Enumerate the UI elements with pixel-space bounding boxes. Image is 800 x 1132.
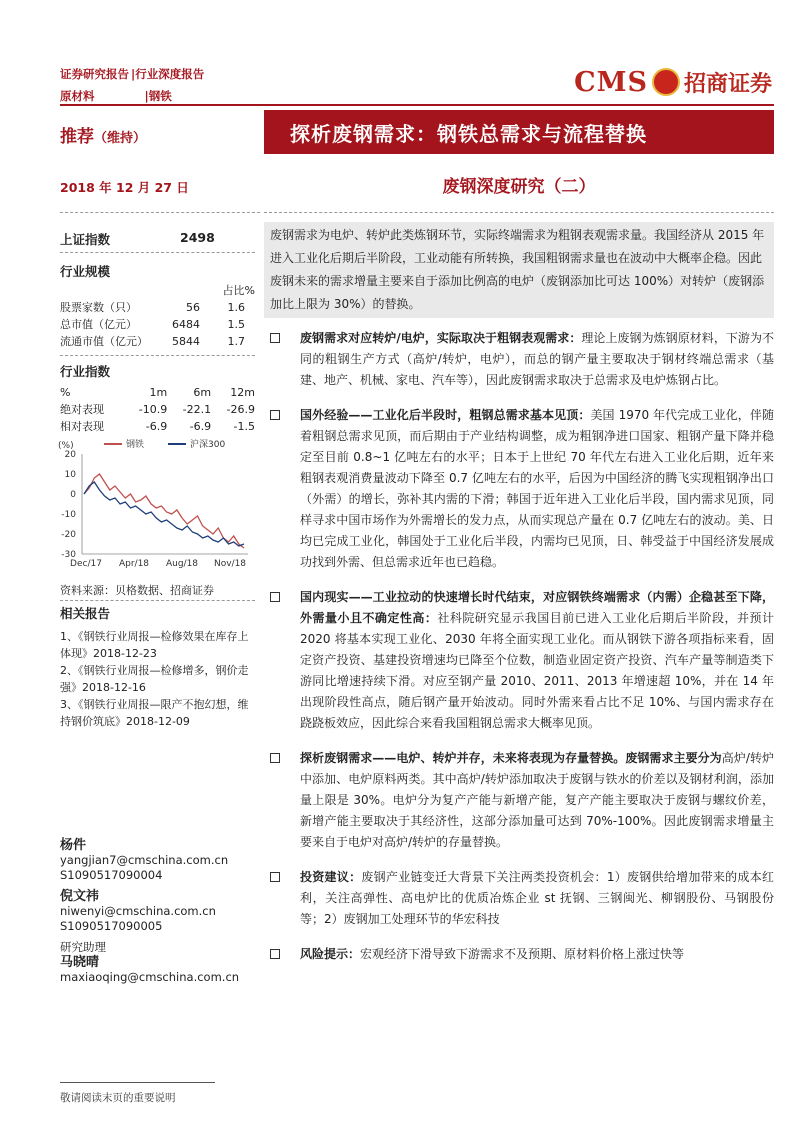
index-value: 2498 (180, 230, 215, 245)
bullet-text: 宏观经济下滑导致下游需求不及预期、原材料价格上涨过快等 (360, 947, 685, 961)
checkbox-icon (270, 410, 280, 420)
logo-cn: 招商证券 (683, 71, 772, 97)
col-header: 12m (230, 386, 255, 399)
divider (60, 252, 255, 253)
y-tick-label: -10 (61, 510, 76, 520)
related-reports (60, 604, 255, 730)
bullet-title: 探析废钢需求——电炉、转炉并存，未来将表现为存量替换。废钢需求主要分为 (300, 751, 722, 765)
subsector: |钢铁 (144, 89, 172, 103)
row-value: -6.9 (145, 420, 168, 433)
row-pct: 1.6 (227, 301, 245, 314)
rating-main: 推荐 (60, 127, 94, 147)
bullet-title: 废钢需求对应转炉/电炉，实际取决于粗钢表观需求： (300, 331, 582, 345)
x-tick-label: Aug/18 (165, 559, 199, 569)
row-pct: 1.5 (227, 318, 245, 331)
rating (60, 122, 146, 147)
bullet-text: 社科院研究显示我国目前已进入工业化后期后半阶段，并预计 2020 将基本实现工业化、2030 年将全面实现工业化。而从钢铁下游各项指标来看，固定资产投资、基建投资增速均已降至个位数，制造业固定资产投资、汽车产量等制造类下游同比增速持续下滑。对应至钢产量 2010、2011、2013 年增速超 10%，并在 14 年出现阶段性高点，随后钢产量开始波动。同时外需来看占比不足 10%、与国内需求存在跷跷板效应，因此综合来看我国粗钢总需求大概率见顶。 (300, 611, 774, 730)
table-row (60, 418, 255, 435)
x-tick-label: Nov/18 (213, 559, 247, 569)
bullet-point (270, 748, 774, 853)
row-value: -10.9 (138, 403, 168, 416)
related-item[interactable]: 3、《钢铁行业周报—限产不抱幻想，维持钢价筑底》2018-12-09 (60, 698, 249, 728)
report-subcategory: |行业深度报告 (131, 67, 205, 81)
row-label: 流通市值（亿元） (60, 335, 148, 348)
bullet-point (270, 867, 774, 930)
row-pct: 1.7 (227, 335, 245, 348)
y-tick-label: 20 (64, 450, 76, 460)
divider-right (264, 212, 774, 213)
related-item[interactable]: 1、《钢铁行业周报—检修效果在库存上体现》2018-12-23 (60, 630, 249, 660)
industry-index-title: 行业指数 (60, 364, 111, 379)
sector: 原材料 (60, 89, 95, 103)
row-label: 绝对表现 (60, 403, 104, 416)
assistant-name: 马晓晴 (60, 955, 100, 970)
report-category: 证券研究报告 (60, 67, 129, 81)
bullet-title: 风险提示： (300, 947, 361, 961)
x-tick-label: Apr/18 (118, 559, 150, 569)
report-type (60, 66, 206, 82)
table-row (60, 299, 255, 316)
row-value: -1.5 (233, 420, 255, 433)
y-axis-label: (%) (58, 441, 74, 451)
industry-index (60, 362, 255, 435)
assistant-email[interactable]: maxiaoqing@cmschina.com.cn (60, 970, 240, 984)
table-row (60, 333, 255, 350)
y-tick-label: 0 (70, 490, 76, 500)
related-title: 相关报告 (60, 606, 111, 621)
bullet-text: 废钢产业链变迁大背景下关注两类投资机会：1）废钢供给增加带来的成本红利，关注高弹性、高电炉比的优质冶炼企业 st 抚钢、三钢闽光、柳钢股份、马钢股份等；2）废钢加工处理环节的华宏科技 (300, 870, 774, 926)
divider-left (60, 212, 260, 213)
sector-line (60, 88, 174, 104)
x-tick-label: Dec/17 (70, 559, 102, 569)
footer-rule (60, 1082, 215, 1083)
table-row (60, 401, 255, 418)
y-tick-label: -30 (61, 550, 76, 560)
bullet-point (270, 328, 774, 391)
row-label: 相对表现 (60, 420, 104, 433)
divider (60, 600, 255, 601)
row-value: 56 (186, 301, 200, 314)
col-header: 1m (149, 386, 168, 399)
bullet-title: 国内现实——工业拉动的快速增长时代结束，对应钢铁终端需求（内需）企稳甚至下降，外需量小且不确定性高： (300, 590, 774, 625)
cms-logo (574, 62, 772, 102)
analyst-id: S1090517090005 (60, 919, 163, 933)
bullet-point (270, 944, 774, 965)
analyst-email[interactable]: yangjian7@cmschina.com.cn (60, 853, 229, 867)
legend-label: 钢铁 (126, 440, 145, 450)
row-value: -26.9 (226, 403, 255, 416)
chart-source: 资料来源：贝格数据、招商证券 (60, 584, 214, 597)
row-value: 5844 (172, 335, 200, 348)
series-line-0 (84, 474, 244, 548)
row-value: -22.1 (182, 403, 212, 416)
logo-coin-icon (652, 68, 680, 96)
report-date: 2018 年 12 月 27 日 (60, 180, 189, 195)
bullet-point (270, 587, 774, 734)
analyst-id: S1090517090004 (60, 868, 163, 882)
checkbox-icon (270, 592, 280, 602)
index-label: 上证指数 (60, 232, 111, 247)
bullet-title: 国外经验——工业化后半段时，粗钢总需求基本见顶： (300, 408, 591, 422)
checkbox-icon (270, 753, 280, 763)
bullet-point (270, 405, 774, 573)
index-block (60, 230, 255, 248)
series-line-1 (84, 482, 244, 546)
assistant-role: 研究助理 (60, 940, 106, 954)
header-rule (60, 104, 774, 106)
performance-chart (56, 436, 256, 574)
legend-label: 沪深300 (190, 440, 226, 450)
y-tick-label: 10 (64, 470, 76, 480)
col-header: 6m (193, 386, 212, 399)
industry-scale (60, 262, 255, 350)
table-row (60, 316, 255, 333)
checkbox-icon (270, 333, 280, 343)
bullet-text: 高炉/转炉中添加、电炉原料两类。其中高炉/转炉添加取决于废钢与铁水的价差以及钢材利润，添加量上限是 30%。电炉分为复产产能与新增产能，复产产能主要取决于废钢与螺纹价差，新增产能主要取决于其经济性，这部分添加量可达到 70%-100%。因此废钢需求增量主要来自于电炉对高炉/转炉的存量替换。 (300, 751, 774, 849)
bullet-text: 理论上废钢为炼钢原材料，下游为不同的粗钢生产方式（高炉/转炉，电炉），而总的钢产量主要取决于钢材终端总需求（基建、地产、机械、家电、汽车等），因此废钢需求取决于总需求及电炉炼钢占比。 (300, 331, 774, 387)
row-value: 6484 (172, 318, 200, 331)
report-subtitle: 废钢深度研究（二） (442, 177, 596, 197)
divider (60, 355, 255, 356)
col-header: % (60, 386, 71, 399)
bullet-text: 美国 1970 年代完成工业化，伴随着粗钢总需求见顶，而后期由于产业结构调整，成为粗钢净进口国家、粗钢产量下降并稳定至目前 0.8~1 亿吨左右的水平；日本于上世纪 70 年代左右进入工业化后期，近年来粗钢表观消费量波动下降至 0.7 亿吨左右的水平，后因为中国经济的腾飞实现粗钢净出口（外需）的增长，弥补其内需的下滑；韩国于近年进入工业化后半段，国内需求见顶，同样寻求中国市场作为外需增长的发力点，从而实现总产量在 0.7 亿吨左右的波动。美、日均已完成工业化，韩国处于工业化后半段，内需均已见顶，日、韩受益于中国经济发展成功找到外需、但总需求近年也已趋稳。 (300, 408, 774, 569)
row-label: 股票家数（只） (60, 301, 137, 314)
analyst-name: 倪文祎 (60, 889, 100, 904)
summary-box: 废钢需求为电炉、转炉此类炼钢环节，实际终端需求为粗钢表观需求量。我国经济从 2015 年进入工业化后期后半阶段，工业动能有所转换，我国粗钢需求量也在波动中大概率企稳。因此废钢未来的需求增量主要来自于添加比例高的电炉（废钢添加比可达 100%）对转炉（废钢添加比上限为 30%）的替换。 (264, 222, 774, 318)
analysts (60, 838, 255, 985)
checkbox-icon (270, 949, 280, 959)
y-tick-label: -20 (61, 530, 76, 540)
bullet-title: 投资建议： (300, 870, 362, 884)
report-title: 探析废钢需求：钢铁总需求与流程替换 (264, 110, 774, 154)
logo-en: CMS (574, 66, 648, 98)
key-points (270, 328, 774, 979)
footer-note: 敬请阅读末页的重要说明 (60, 1092, 176, 1104)
related-item[interactable]: 2、《钢铁行业周报—检修增多，钢价走强》2018-12-16 (60, 664, 249, 694)
industry-scale-title: 行业规模 (60, 264, 111, 279)
analyst-name: 杨件 (60, 838, 87, 853)
rating-note: （维持） (94, 131, 147, 146)
analyst-email[interactable]: niwenyi@cmschina.com.cn (60, 904, 216, 918)
row-label: 总市值（亿元） (60, 318, 137, 331)
row-value: -6.9 (189, 420, 212, 433)
pct-header: 占比% (222, 284, 255, 297)
checkbox-icon (270, 872, 280, 882)
